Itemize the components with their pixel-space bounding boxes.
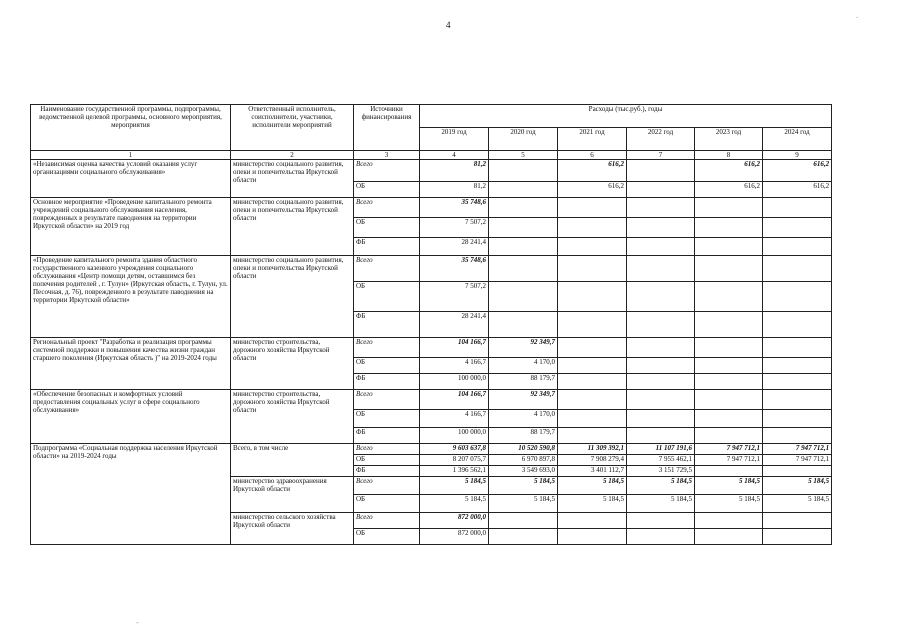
amount-cell xyxy=(627,338,695,358)
amount-cell xyxy=(558,428,627,444)
amount-cell xyxy=(695,256,763,282)
amount-cell xyxy=(489,198,558,218)
responsible-executor: Всего, в том числе xyxy=(231,444,354,477)
amount-cell xyxy=(558,312,627,338)
amount-cell xyxy=(763,374,832,390)
stray-mark: - xyxy=(136,618,139,627)
amount-cell xyxy=(763,428,832,444)
amount-cell: 4 166,7 xyxy=(420,358,489,374)
column-number: 6 xyxy=(558,151,627,160)
amount-cell xyxy=(627,282,695,312)
amount-cell xyxy=(763,358,832,374)
amount-cell: 7 947 712,1 xyxy=(695,444,763,455)
amount-cell xyxy=(695,312,763,338)
header-year: 2020 год xyxy=(489,128,558,151)
responsible-executor: министерство социального развития, опеки и попечительства Иркутской области xyxy=(231,198,354,256)
amount-cell xyxy=(695,218,763,238)
program-name: Подпрограмма «Социальная поддержка населения Иркутской области» на 2019-2024 годы xyxy=(31,444,231,545)
amount-cell xyxy=(627,428,695,444)
amount-cell xyxy=(558,513,627,529)
funding-source: ФБ xyxy=(354,312,420,338)
amount-cell xyxy=(695,428,763,444)
amount-cell xyxy=(627,198,695,218)
table-row xyxy=(31,256,832,282)
column-number: 1 xyxy=(31,151,231,160)
amount-cell xyxy=(763,218,832,238)
column-number: 8 xyxy=(695,151,763,160)
header-name: Наименование государственной программы, подпрограммы, ведомственной целевой программы, основного мероприятия, мероприятия xyxy=(31,105,231,151)
funding-source: ОБ xyxy=(354,182,420,198)
program-name: «Обеспечение безопасных и комфортных условий предоставления социальных услуг в сфере социального обслуживания» xyxy=(31,390,231,444)
amount-cell xyxy=(558,358,627,374)
funding-source: ОБ xyxy=(354,495,420,513)
amount-cell: 92 349,7 xyxy=(489,390,558,410)
amount-cell xyxy=(695,358,763,374)
amount-cell xyxy=(695,374,763,390)
amount-cell xyxy=(489,256,558,282)
amount-cell xyxy=(763,410,832,428)
amount-cell: 616,2 xyxy=(695,160,763,182)
header-source: Источники финансирования xyxy=(354,105,420,151)
amount-cell: 5 184,5 xyxy=(763,477,832,495)
amount-cell: 5 184,5 xyxy=(420,495,489,513)
amount-cell xyxy=(627,374,695,390)
amount-cell: 872 000,0 xyxy=(420,513,489,529)
amount-cell xyxy=(558,410,627,428)
amount-cell xyxy=(489,182,558,198)
amount-cell: 35 748,6 xyxy=(420,198,489,218)
amount-cell xyxy=(627,182,695,198)
amount-cell: 7 955 462,1 xyxy=(627,455,695,466)
amount-cell xyxy=(627,218,695,238)
amount-cell: 100 000,0 xyxy=(420,428,489,444)
amount-cell: 7 947 712,1 xyxy=(763,444,832,455)
amount-cell xyxy=(627,160,695,182)
amount-cell: 104 166,7 xyxy=(420,390,489,410)
amount-cell xyxy=(763,466,832,477)
program-name: «Независимая оценка качества условий оказания услуг организациями социального обслуживания» xyxy=(31,160,231,198)
amount-cell xyxy=(763,338,832,358)
amount-cell: 11 107 191,6 xyxy=(627,444,695,455)
amount-cell xyxy=(695,390,763,410)
amount-cell: 100 000,0 xyxy=(420,374,489,390)
funding-source: Всего xyxy=(354,444,420,455)
funding-source: Всего xyxy=(354,513,420,529)
amount-cell xyxy=(627,358,695,374)
funding-source: ОБ xyxy=(354,358,420,374)
funding-source: Всего xyxy=(354,198,420,218)
amount-cell: 5 184,5 xyxy=(558,477,627,495)
amount-cell: 5 184,5 xyxy=(489,495,558,513)
header-year: 2024 год xyxy=(763,128,832,151)
responsible-executor: министерство строительства, дорожного хозяйства Иркутской области xyxy=(231,338,354,390)
header-expenses: Расходы (тыс.руб.), годы xyxy=(420,105,832,128)
amount-cell: 35 748,6 xyxy=(420,256,489,282)
amount-cell: 92 349,7 xyxy=(489,338,558,358)
responsible-executor: министерство социального развития, опеки и попечительства Иркутской области xyxy=(231,256,354,338)
amount-cell: 9 603 637,8 xyxy=(420,444,489,455)
column-number: 9 xyxy=(763,151,832,160)
amount-cell: 5 184,5 xyxy=(763,495,832,513)
funding-source: ФБ xyxy=(354,238,420,256)
expenses-table xyxy=(30,104,832,545)
amount-cell: 5 184,5 xyxy=(420,477,489,495)
amount-cell: 81,2 xyxy=(420,182,489,198)
funding-source: Всего xyxy=(354,338,420,358)
amount-cell: 5 184,5 xyxy=(695,495,763,513)
amount-cell xyxy=(627,256,695,282)
amount-cell xyxy=(763,282,832,312)
program-name: Основное мероприятие «Проведение капитального ремонта учреждений социального обслуживания населения, поврежденных в результате паводнения на территории Иркутской области» на 2019 год xyxy=(31,198,231,256)
amount-cell: 7 507,2 xyxy=(420,218,489,238)
amount-cell xyxy=(695,410,763,428)
amount-cell: 4 170,0 xyxy=(489,358,558,374)
amount-cell xyxy=(627,529,695,545)
amount-cell xyxy=(763,390,832,410)
amount-cell xyxy=(695,198,763,218)
funding-source: Всего xyxy=(354,160,420,182)
amount-cell xyxy=(558,218,627,238)
amount-cell: 6 970 897,8 xyxy=(489,455,558,466)
table-row xyxy=(31,198,832,218)
amount-cell xyxy=(489,513,558,529)
amount-cell xyxy=(489,238,558,256)
amount-cell xyxy=(558,198,627,218)
responsible-executor: министерство строительства, дорожного хозяйства Иркутской области xyxy=(231,390,354,444)
amount-cell: 88 179,7 xyxy=(489,374,558,390)
corner-mark: . xyxy=(856,10,860,20)
funding-source: Всего xyxy=(354,390,420,410)
amount-cell: 616,2 xyxy=(763,182,832,198)
table-row xyxy=(31,390,832,410)
amount-cell: 3 549 693,0 xyxy=(489,466,558,477)
funding-source: Всего xyxy=(354,477,420,495)
amount-cell xyxy=(489,312,558,338)
amount-cell xyxy=(627,238,695,256)
amount-cell: 8 207 075,7 xyxy=(420,455,489,466)
program-name: «Проведение капитального ремонта здания областного государственного казенного учреждения социального обслуживания «Центр помощи детям, оставшимся без попечения родителей , г. Тулун» (Иркутская область, г. Тулун, ул. Песочная, д. 76), поврежденного в результате паводнения на территории Иркутской области» xyxy=(31,256,231,338)
amount-cell xyxy=(558,374,627,390)
amount-cell: 3 151 729,5 xyxy=(627,466,695,477)
amount-cell xyxy=(489,529,558,545)
responsible-executor: министерство сельского хозяйства Иркутской области xyxy=(231,513,354,545)
amount-cell xyxy=(558,256,627,282)
responsible-executor: министерство социального развития, опеки и попечительства Иркутской области xyxy=(231,160,354,198)
amount-cell: 5 184,5 xyxy=(489,477,558,495)
amount-cell: 10 520 590,8 xyxy=(489,444,558,455)
amount-cell xyxy=(763,238,832,256)
program-name: Региональный проект "Разработка и реализация программы системной поддержки и повышения качества жизни граждан старшего поколения (Иркутская область )" на 2019-2024 годы xyxy=(31,338,231,390)
amount-cell: 7 908 279,4 xyxy=(558,455,627,466)
funding-source: ОБ xyxy=(354,455,420,466)
table-row xyxy=(31,444,832,455)
funding-source: ОБ xyxy=(354,218,420,238)
column-number: 7 xyxy=(627,151,695,160)
header-responsible: Ответственный исполнитель, соисполнители, участники, исполнители мероприятий xyxy=(231,105,354,151)
amount-cell xyxy=(558,390,627,410)
amount-cell: 28 241,4 xyxy=(420,238,489,256)
amount-cell: 3 401 112,7 xyxy=(558,466,627,477)
amount-cell xyxy=(627,390,695,410)
amount-cell xyxy=(695,338,763,358)
amount-cell: 7 947 712,1 xyxy=(695,455,763,466)
amount-cell xyxy=(763,312,832,338)
amount-cell: 872 000,0 xyxy=(420,529,489,545)
amount-cell xyxy=(695,466,763,477)
amount-cell xyxy=(558,238,627,256)
amount-cell xyxy=(558,529,627,545)
amount-cell xyxy=(489,218,558,238)
funding-source: ОБ xyxy=(354,529,420,545)
amount-cell xyxy=(763,256,832,282)
amount-cell xyxy=(627,513,695,529)
header-year: 2019 год xyxy=(420,128,489,151)
amount-cell: 104 166,7 xyxy=(420,338,489,358)
amount-cell: 1 396 562,1 xyxy=(420,466,489,477)
amount-cell: 5 184,5 xyxy=(695,477,763,495)
column-number: 5 xyxy=(489,151,558,160)
funding-source: ОБ xyxy=(354,282,420,312)
amount-cell xyxy=(695,513,763,529)
table-row xyxy=(31,160,832,182)
amount-cell: 28 241,4 xyxy=(420,312,489,338)
column-number: 4 xyxy=(420,151,489,160)
amount-cell: 81,2 xyxy=(420,160,489,182)
amount-cell xyxy=(695,529,763,545)
table-row xyxy=(31,338,832,358)
amount-cell: 616,2 xyxy=(763,160,832,182)
funding-source: Всего xyxy=(354,256,420,282)
page-number: 4 xyxy=(446,20,451,30)
amount-cell: 7 507,2 xyxy=(420,282,489,312)
amount-cell xyxy=(695,282,763,312)
funding-source: ФБ xyxy=(354,466,420,477)
amount-cell: 11 309 392,1 xyxy=(558,444,627,455)
amount-cell xyxy=(627,410,695,428)
table-body xyxy=(31,160,832,545)
amount-cell: 5 184,5 xyxy=(558,495,627,513)
amount-cell xyxy=(489,282,558,312)
header-year: 2022 год xyxy=(627,128,695,151)
amount-cell xyxy=(695,238,763,256)
amount-cell xyxy=(763,529,832,545)
amount-cell xyxy=(763,198,832,218)
column-number: 3 xyxy=(354,151,420,160)
amount-cell: 5 184,5 xyxy=(627,495,695,513)
responsible-executor: министерство здравоохранения Иркутской области xyxy=(231,477,354,513)
amount-cell: 4 170,0 xyxy=(489,410,558,428)
amount-cell: 616,2 xyxy=(695,182,763,198)
amount-cell: 7 947 712,1 xyxy=(763,455,832,466)
amount-cell: 5 184,5 xyxy=(627,477,695,495)
amount-cell xyxy=(763,513,832,529)
funding-source: ФБ xyxy=(354,374,420,390)
amount-cell xyxy=(558,338,627,358)
amount-cell: 88 179,7 xyxy=(489,428,558,444)
amount-cell xyxy=(558,282,627,312)
amount-cell xyxy=(627,312,695,338)
header-year: 2023 год xyxy=(695,128,763,151)
amount-cell xyxy=(489,160,558,182)
amount-cell: 616,2 xyxy=(558,182,627,198)
header-year: 2021 год xyxy=(558,128,627,151)
amount-cell: 4 166,7 xyxy=(420,410,489,428)
funding-source: ФБ xyxy=(354,428,420,444)
funding-source: ОБ xyxy=(354,410,420,428)
column-number: 2 xyxy=(231,151,354,160)
amount-cell: 616,2 xyxy=(558,160,627,182)
column-numbers-row xyxy=(31,151,832,160)
